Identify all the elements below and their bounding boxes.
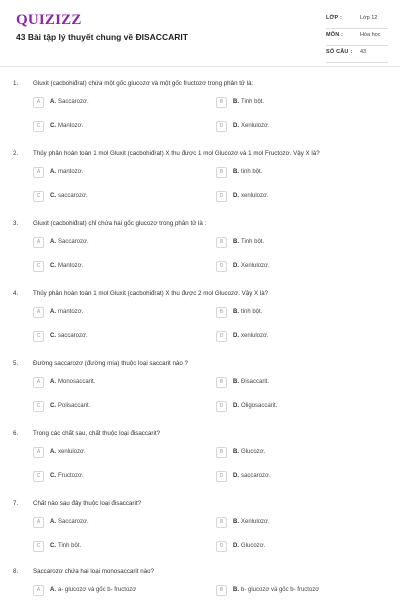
option-text: b- glucozơ và gốc b- fructozơ bbox=[241, 587, 320, 593]
option-letter: C. bbox=[50, 473, 56, 479]
meta-label-subject: MÔN : bbox=[326, 32, 344, 38]
option-letter: A. bbox=[50, 239, 56, 245]
question-text: Đường saccarozơ (đường mía) thuộc loại saccarit nào ? bbox=[33, 360, 188, 367]
option-text: Xenlulozơ. bbox=[241, 263, 270, 269]
option-b-box: B bbox=[216, 517, 227, 528]
question-number: 7. bbox=[13, 500, 19, 507]
option-d-box: D bbox=[216, 121, 227, 132]
question-number: 8. bbox=[13, 568, 19, 575]
option-text: Đisaccarit. bbox=[241, 379, 270, 385]
option-letter: C. bbox=[50, 193, 56, 199]
option-letter: D. bbox=[233, 263, 239, 269]
option-c-box: C bbox=[33, 331, 44, 342]
option-c-box: C bbox=[33, 261, 44, 272]
question-text: Thủy phân hoàn toàn 1 mol Gluxit (cacbohiđrat) X thu được 1 mol Glucozơ và 1 mol Fructozơ. Vậy X là? bbox=[33, 150, 320, 157]
quizizz-logo: QUIZIZZ bbox=[16, 12, 82, 28]
option-text: Oligosaccarit. bbox=[241, 403, 278, 409]
option-c-box: C bbox=[33, 191, 44, 202]
worksheet-header bbox=[0, 0, 400, 66]
question-number: 3. bbox=[13, 220, 19, 227]
option-b-box: B bbox=[216, 377, 227, 388]
option-text: Tinh bột. bbox=[241, 99, 265, 105]
question-number: 4. bbox=[13, 290, 19, 297]
option-text: xenlulozơ. bbox=[241, 333, 269, 339]
option-letter: D. bbox=[233, 403, 239, 409]
option-letter: D. bbox=[233, 543, 239, 549]
option-letter: C. bbox=[50, 403, 56, 409]
option-letter: B. bbox=[233, 587, 239, 593]
option-a-box: A bbox=[33, 585, 44, 596]
option-d-box: D bbox=[216, 331, 227, 342]
option-a-box: A bbox=[33, 167, 44, 178]
meta-row-class bbox=[326, 12, 388, 29]
option-letter: D. bbox=[233, 333, 239, 339]
option-a-box: A bbox=[33, 447, 44, 458]
option-letter: C. bbox=[50, 123, 56, 129]
meta-label-class: LỚP : bbox=[326, 15, 342, 21]
option-b-box: B bbox=[216, 167, 227, 178]
option-text: xenlulozơ. bbox=[58, 449, 86, 455]
option-letter: B. bbox=[233, 239, 239, 245]
meta-value-count: 43 bbox=[360, 49, 367, 55]
option-b-box: B bbox=[216, 237, 227, 248]
option-c-box: C bbox=[33, 471, 44, 482]
option-text: Polisaccarit. bbox=[58, 403, 91, 409]
option-d-box: D bbox=[216, 261, 227, 272]
option-letter: A. bbox=[50, 379, 56, 385]
option-letter: A. bbox=[50, 587, 56, 593]
option-letter: B. bbox=[233, 309, 239, 315]
option-text: saccarozơ. bbox=[241, 473, 271, 479]
option-text: Saccarozơ. bbox=[58, 519, 89, 525]
option-letter: C. bbox=[50, 333, 56, 339]
option-text: a- glucozơ và gốc b- fructozơ bbox=[58, 587, 137, 593]
worksheet-meta bbox=[326, 12, 388, 63]
question-text: Gluxit (cacbohiđrat) chỉ chứa hai gốc glucozơ trong phân tử là : bbox=[33, 220, 207, 227]
option-text: Xenlulozơ. bbox=[241, 123, 270, 129]
option-letter: C. bbox=[50, 543, 56, 549]
option-d-box: D bbox=[216, 471, 227, 482]
option-text: Tinh bột. bbox=[58, 543, 82, 549]
option-text: Saccarozơ. bbox=[58, 99, 89, 105]
option-letter: D. bbox=[233, 473, 239, 479]
option-letter: B. bbox=[233, 99, 239, 105]
option-text: mantozơ. bbox=[58, 169, 84, 175]
option-text: Saccarozơ. bbox=[58, 239, 89, 245]
header-divider bbox=[0, 66, 400, 67]
option-letter: A. bbox=[50, 99, 56, 105]
option-a-box: A bbox=[33, 517, 44, 528]
option-b-box: B bbox=[216, 97, 227, 108]
meta-row-count bbox=[326, 46, 388, 63]
option-text: Mantozơ. bbox=[58, 263, 84, 269]
option-text: Tinh bột. bbox=[241, 239, 265, 245]
option-b-box: B bbox=[216, 447, 227, 458]
option-letter: A. bbox=[50, 449, 56, 455]
option-b-box: B bbox=[216, 307, 227, 318]
option-letter: A. bbox=[50, 169, 56, 175]
option-a-box: A bbox=[33, 97, 44, 108]
option-a-box: A bbox=[33, 377, 44, 388]
option-text: Fructozơ. bbox=[58, 473, 84, 479]
meta-row-subject bbox=[326, 29, 388, 46]
question-number: 6. bbox=[13, 430, 19, 437]
option-text: tinh bột. bbox=[241, 169, 263, 175]
option-d-box: D bbox=[216, 401, 227, 412]
option-text: Glucozơ. bbox=[241, 543, 266, 549]
option-text: mantozơ. bbox=[58, 309, 84, 315]
option-text: Mantozơ. bbox=[58, 123, 84, 129]
option-text: saccarozơ. bbox=[58, 193, 88, 199]
worksheet-title: 43 Bài tập lý thuyết chung về ĐISACCARIT bbox=[16, 32, 188, 42]
option-letter: A. bbox=[50, 519, 56, 525]
option-b-box: B bbox=[216, 585, 227, 596]
option-text: xenlulozơ. bbox=[241, 193, 269, 199]
option-letter: D. bbox=[233, 193, 239, 199]
question-number: 5. bbox=[13, 360, 19, 367]
option-text: Glucozơ. bbox=[241, 449, 266, 455]
meta-value-subject: Hóa học bbox=[360, 32, 381, 38]
question-text: Saccarozơ chứa hai loại monosaccarit nào? bbox=[33, 568, 155, 575]
option-c-box: C bbox=[33, 121, 44, 132]
option-text: Xenlulozơ. bbox=[241, 519, 270, 525]
question-text: Thủy phân hoàn toàn 1 mol Gluxit (cacbohiđrat) X thu được 2 mol Glucozơ. Vậy X là? bbox=[33, 290, 269, 297]
option-letter: B. bbox=[233, 519, 239, 525]
option-text: saccarozơ. bbox=[58, 333, 88, 339]
meta-label-count: SỐ CÂU : bbox=[326, 49, 353, 55]
option-d-box: D bbox=[216, 191, 227, 202]
option-text: Monosaccarit. bbox=[58, 379, 96, 385]
question-text: Gluxit (cacbohiđrat) chứa một gốc glucozơ và một gốc fructozơ trong phân tử là: bbox=[33, 80, 254, 87]
option-letter: B. bbox=[233, 379, 239, 385]
option-letter: D. bbox=[233, 123, 239, 129]
option-letter: B. bbox=[233, 449, 239, 455]
option-a-box: A bbox=[33, 307, 44, 318]
meta-value-class: Lớp 12 bbox=[360, 15, 378, 21]
option-letter: A. bbox=[50, 309, 56, 315]
option-a-box: A bbox=[33, 237, 44, 248]
question-number: 2. bbox=[13, 150, 19, 157]
option-c-box: C bbox=[33, 401, 44, 412]
option-text: tinh bột. bbox=[241, 309, 263, 315]
question-number: 1. bbox=[13, 80, 19, 87]
option-letter: C. bbox=[50, 263, 56, 269]
meta-divider bbox=[326, 62, 388, 63]
question-text: Chất nào sau đây thuộc loại đisaccarit? bbox=[33, 500, 142, 507]
question-text: Trong các chất sau, chất thuộc loại đisaccarit? bbox=[33, 430, 161, 437]
option-c-box: C bbox=[33, 541, 44, 552]
option-letter: B. bbox=[233, 169, 239, 175]
option-d-box: D bbox=[216, 541, 227, 552]
